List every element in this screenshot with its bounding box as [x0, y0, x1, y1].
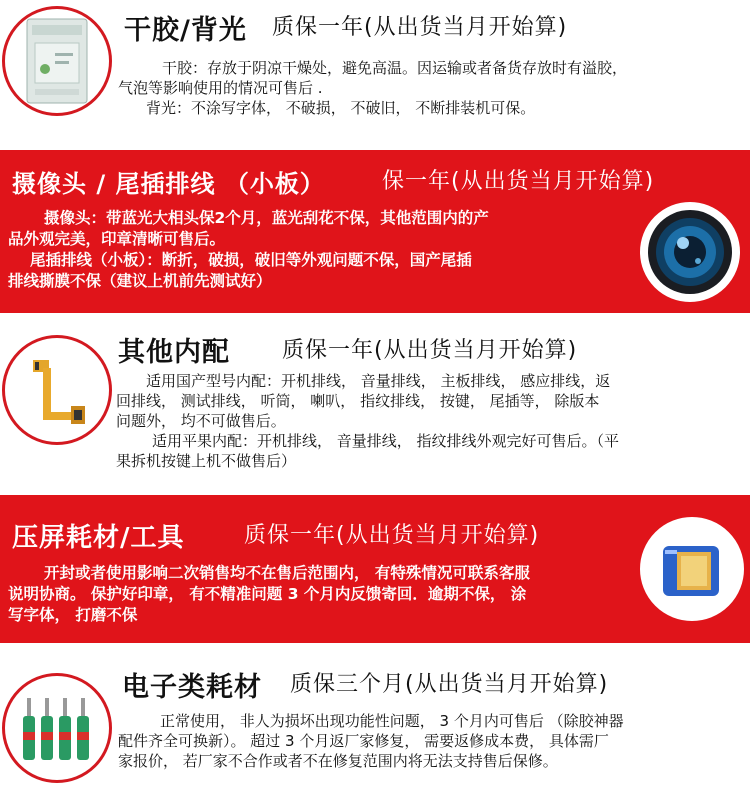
- warranty-text: 质保一年(从出货当月开始算): [272, 15, 568, 40]
- section-title: 干胶/背光: [124, 15, 247, 46]
- body-line: 回排线， 测试排线， 听筒， 喇叭， 指纹排线， 按键， 尾插等， 除版本: [116, 392, 600, 410]
- body-line: 摄像头：带蓝光大相头保2个月，蓝光刮花不保，其他范围内的产: [44, 209, 489, 227]
- body-line: 适用国产型号内配：开机排线， 音量排线， 主板排线， 感应排线，返: [146, 372, 611, 390]
- press-mold-image: [640, 517, 744, 621]
- warranty-text: 质保一年(从出货当月开始算): [244, 523, 540, 548]
- body-line: 开封或者使用影响二次销售均不在售后范围内， 有特殊情况可联系客服: [44, 564, 530, 582]
- adhesive-package-icon: [5, 9, 109, 113]
- section-body: [8, 563, 638, 626]
- body-line: 配件齐全可换新）。 超过 3 个月返厂家修复， 需要返修成本费， 具体需厂: [118, 732, 609, 750]
- section-body: [8, 208, 638, 292]
- section-press-tools: [0, 495, 750, 643]
- section-camera-tailplug: [0, 150, 750, 313]
- body-line: 品外观完美，印章清晰可售后。: [8, 230, 226, 248]
- body-line: 家报价， 若厂家不合作或者不在修复范围内将无法支持售后保修。: [118, 752, 558, 770]
- section-electronic-consumables: [0, 643, 750, 795]
- body-line: 正常使用， 非人为损坏出现功能性问题， 3 个月内可售后 （除胶神器: [160, 712, 624, 730]
- body-line: 气泡等影响使用的情况可售后 .: [118, 79, 323, 97]
- section-body: [118, 58, 746, 118]
- glue-remover-tools-icon: [5, 676, 109, 780]
- warranty-text: 质保三个月(从出货当月开始算): [290, 672, 609, 697]
- section-title: 电子类耗材: [122, 672, 262, 703]
- section-title: 压屏耗材/工具: [12, 523, 185, 553]
- section-adhesive-backlight: [0, 0, 750, 150]
- warranty-text: 质保一年(从出货当月开始算): [282, 338, 578, 363]
- section-other-internal: [0, 313, 750, 495]
- flex-cable-image: [2, 335, 112, 445]
- body-line: 写字体， 打磨不保: [8, 606, 138, 624]
- section-body: [118, 711, 748, 771]
- body-line: 适用平果内配：开机排线， 音量排线， 指纹排线外观完好可售后。（平: [152, 432, 620, 450]
- body-line: 排线撕膜不保（建议上机前先测试好）: [8, 272, 272, 290]
- glue-remover-tools-image: [2, 673, 112, 783]
- camera-lens-icon: [643, 205, 737, 299]
- body-line: 问题外， 均不可做售后。: [116, 412, 286, 430]
- press-mold-icon: [643, 520, 741, 618]
- body-line: 干胶：存放于阴凉干燥处，避免高温。因运输或者备货存放时有溢胶，: [162, 59, 628, 77]
- body-line: 说明协商。 保护好印章， 有不精准问题 3 个月内反馈寄回．逾期不保， 涂: [8, 585, 527, 603]
- warranty-text: 保一年(从出货当月开始算): [382, 169, 655, 194]
- flex-cable-icon: [5, 338, 109, 442]
- body-line: 尾插排线（小板）：断折，破损，破旧等外观问题不保，国产尾插: [30, 251, 472, 269]
- section-title: 摄像头 / 尾插排线 （小板）: [12, 170, 325, 198]
- body-line: 果拆机按键上机不做售后）: [116, 452, 297, 470]
- section-title: 其他内配: [118, 337, 230, 368]
- section-body: [116, 371, 746, 471]
- camera-lens-image: [640, 202, 740, 302]
- adhesive-package-image: [2, 6, 112, 116]
- body-line: 背光：不涂写字体， 不破损， 不破旧， 不断排装机可保。: [146, 99, 536, 117]
